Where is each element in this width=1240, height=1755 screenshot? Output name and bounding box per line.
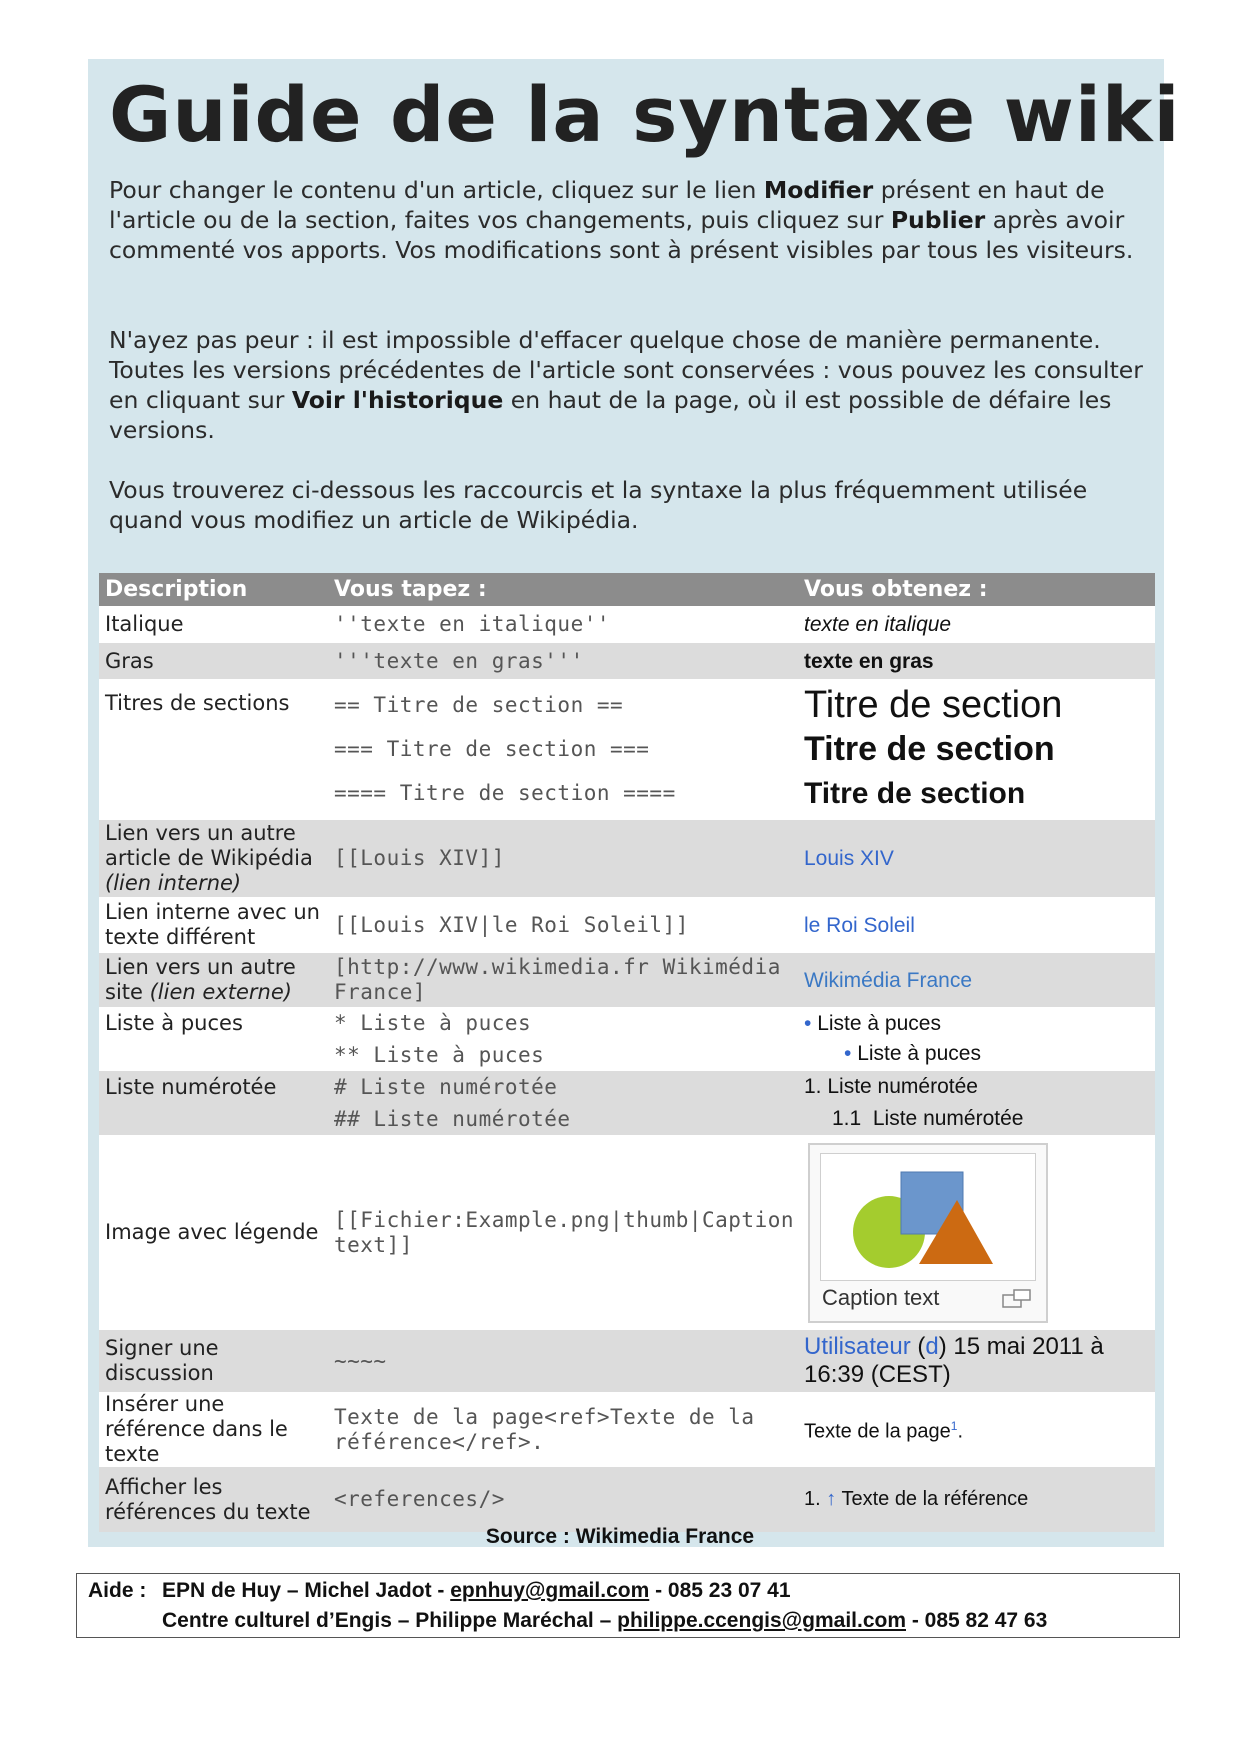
row-code: [[Louis XIV]] [328,820,798,897]
row-code [328,1007,798,1071]
text-segment: . [957,1420,964,1443]
user-link[interactable]: Utilisateur [804,1333,911,1360]
table-row [99,1007,1155,1071]
row-description: Insérer une référence dans le texte [99,1392,328,1467]
image-caption: Caption text [822,1284,940,1310]
row-description: Gras [99,643,328,679]
column-header-description: Description [99,573,328,606]
text-segment: N'ayez pas peur : il est impossible d'effacer quelque chose de manière permanente. Toutes les versions précédentes de l'article sont conservées : vous pouvez les consulter en cliquant sur [109,326,1143,414]
magnify-icon[interactable] [1002,1289,1032,1309]
internal-link-louis-xiv[interactable]: Louis XIV [798,820,1155,897]
code-line: ## Liste numérotée [334,1107,571,1131]
row-result [798,1135,1155,1330]
row-description: Signer une discussion [99,1330,328,1392]
row-description: Afficher les références du texte [99,1467,328,1532]
footer-line-huy [88,1579,791,1603]
row-code: Texte de la page<ref>Texte de la référence</ref>. [328,1392,798,1467]
bold-term-modifier: Modifier [763,176,874,204]
text-segment: en haut de la page, où il est possible de défaire les versions. [109,386,1112,444]
reference-marker[interactable]: 1 [950,1419,958,1434]
row-description: Titres de sections [99,679,328,820]
help-footer [76,1573,1180,1638]
list-item [804,1071,1149,1103]
row-result [798,1007,1155,1071]
heading-level-4: Titre de section [804,777,1026,810]
code-line: ==== Titre de section ==== [334,781,676,805]
row-code [328,679,798,820]
row-code: '''texte en gras''' [328,643,798,679]
list-item [804,1103,1149,1135]
row-code: <references/> [328,1467,798,1532]
code-line: * Liste à puces [334,1011,532,1035]
list-number: 1.1 [832,1107,862,1130]
row-code: ~~~~ [328,1330,798,1392]
text-segment: Texte de la référence [841,1488,1029,1510]
intro-paragraph-edit [109,175,1154,265]
code-line: # Liste numérotée [334,1075,558,1099]
column-header-you-get: Vous obtenez : [798,573,1155,606]
example-image [820,1153,1036,1281]
footer-label: Aide : [88,1579,147,1602]
row-result: texte en gras [798,643,1155,679]
row-code: ''texte en italique'' [328,606,798,643]
row-result [798,1330,1155,1392]
desc-text: Lien vers un autre article de Wikipédia [105,821,313,870]
code-line: === Titre de section === [334,737,650,761]
row-description: Lien interne avec un texte différent [99,897,328,953]
page-title: Guide de la syntaxe wiki [109,70,1181,159]
row-code [328,1071,798,1135]
bullet-icon: • [804,1012,812,1035]
row-result [798,1392,1155,1467]
text-segment: - 085 23 07 41 [649,1579,791,1602]
desc-text: Lien vers un autre site [105,955,296,1004]
external-link-wikimedia-france[interactable]: Wikimédia France [798,953,1155,1007]
row-description [99,820,328,897]
text-segment: EPN de Huy – Michel Jadot - [162,1579,451,1602]
row-code: [[Louis XIV|le Roi Soleil]] [328,897,798,953]
table-row [99,679,1155,820]
table-row [99,820,1155,897]
table-header-row [99,573,1155,606]
code-line: ** Liste à puces [334,1043,545,1067]
list-item-text: Liste à puces [857,1042,981,1065]
row-code: [http://www.wikimedia.fr Wikimédia France] [328,953,798,1007]
row-result: texte en italique [798,606,1155,643]
list-item [804,1039,1149,1069]
shapes-illustration [821,1154,1035,1280]
text-segment: présent en haut de l'article ou de la section, faites vos changements, puis cliquez sur [109,176,1105,234]
code-line: == Titre de section == [334,693,624,717]
intro-paragraph-shortcuts: Vous trouverez ci-dessous les raccourcis et la syntaxe la plus fréquemment utilisée quand vous modifiez un article de Wikipédia. [109,476,1088,534]
text-segment: après avoir commenté vos apports. Vos modifications sont à présent visibles par tous les visiteurs. [109,206,1134,264]
footer-line-engis [162,1609,1047,1633]
bold-term-historique: Voir l'historique [291,386,504,414]
text-segment: Texte de la page [804,1420,951,1443]
syntax-table [99,573,1155,1532]
bold-term-publier: Publier [890,206,986,234]
heading-level-3: Titre de section [804,730,1055,768]
email-link-epnhuy[interactable]: epnhuy@gmail.com [450,1579,650,1602]
list-item-text: Liste numérotée [827,1075,978,1098]
table-row [99,1330,1155,1392]
text-segment: ( [910,1333,926,1360]
image-thumbnail[interactable] [808,1143,1048,1323]
text-segment: Centre culturel d’Engis – Philippe Maréchal – [162,1609,618,1632]
heading-level-2: Titre de section [804,684,1063,726]
email-link-ccengis[interactable]: philippe.ccengis@gmail.com [617,1609,906,1632]
discussion-link[interactable]: d [925,1333,939,1360]
list-item-text: Liste numérotée [872,1107,1024,1130]
row-description [99,953,328,1007]
table-row [99,1392,1155,1467]
table-row [99,1467,1155,1532]
table-row [99,1071,1155,1135]
list-item [804,1009,1149,1039]
text-segment: Pour changer le contenu d'un article, cliquez sur le lien [109,176,764,204]
text-segment: ) 15 mai 2011 à 16:39 (CEST) [804,1333,1104,1388]
list-number: 1. [804,1075,822,1098]
internal-link-roi-soleil[interactable]: le Roi Soleil [798,897,1155,953]
list-number: 1. [804,1488,821,1510]
row-description: Italique [99,606,328,643]
desc-italic: (lien interne) [105,871,242,895]
desc-italic: (lien externe) [149,980,292,1004]
table-row [99,1135,1155,1330]
bullet-icon: • [844,1042,852,1065]
source-caption: Source : Wikimedia France [485,1525,755,1548]
row-description: Image avec légende [99,1135,328,1330]
table-row [99,606,1155,643]
text-segment: - 085 82 47 63 [906,1609,1048,1632]
back-arrow-icon[interactable]: ↑ [826,1488,837,1510]
table-row [99,897,1155,953]
table-row [99,643,1155,679]
row-result [798,1071,1155,1135]
row-code: [[Fichier:Example.png|thumb|Caption text]] [328,1135,798,1330]
row-result [798,1467,1155,1532]
row-description: Liste numérotée [99,1071,328,1135]
list-item-text: Liste à puces [817,1012,941,1035]
row-result [798,679,1155,820]
intro-paragraph-history [109,325,1154,445]
row-description: Liste à puces [99,1007,328,1071]
table-row [99,953,1155,1007]
column-header-you-type: Vous tapez : [328,573,798,606]
